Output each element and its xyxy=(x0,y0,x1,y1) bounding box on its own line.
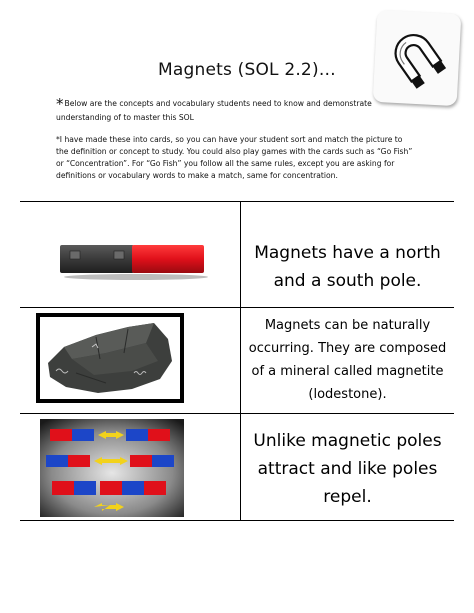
instructions-note: *I have made these into cards, so you can have your student sort and match the picture to the definition or concept to study. You could also play games with the cards such as “Go Fish” or “Concentration”. For “Go Fish” you follow all the same rules, except you are asking for definitions or vocabulary words to make a match, same for concentration. xyxy=(56,135,413,180)
horseshoe-magnet-drawing xyxy=(373,10,462,106)
card-2-text: Magnets can be naturally occurring. They are composed of a mineral called magnetite (lodestone). xyxy=(248,318,447,402)
card-3-text: Unlike magnetic poles attract and like poles repel. xyxy=(253,431,442,507)
table-divider xyxy=(20,307,454,308)
horseshoe-magnet-icon xyxy=(373,10,462,106)
intro-note-text: Below are the concepts and vocabulary students need to know and demonstrate understanding of to master this SOL xyxy=(56,99,372,122)
magnet-poles-diagram-image xyxy=(40,419,184,521)
card-1-text: Magnets have a north and a south pole. xyxy=(254,243,441,291)
page-title: Magnets (SOL 2.2)… xyxy=(158,60,336,80)
table-border-top xyxy=(20,201,454,202)
intro-note xyxy=(56,94,428,125)
magnetite-rock-image xyxy=(36,313,184,407)
table-divider xyxy=(20,413,454,414)
cards-table xyxy=(20,201,454,521)
note-asterisk: * xyxy=(56,95,64,113)
bar-magnet-image xyxy=(58,241,208,285)
